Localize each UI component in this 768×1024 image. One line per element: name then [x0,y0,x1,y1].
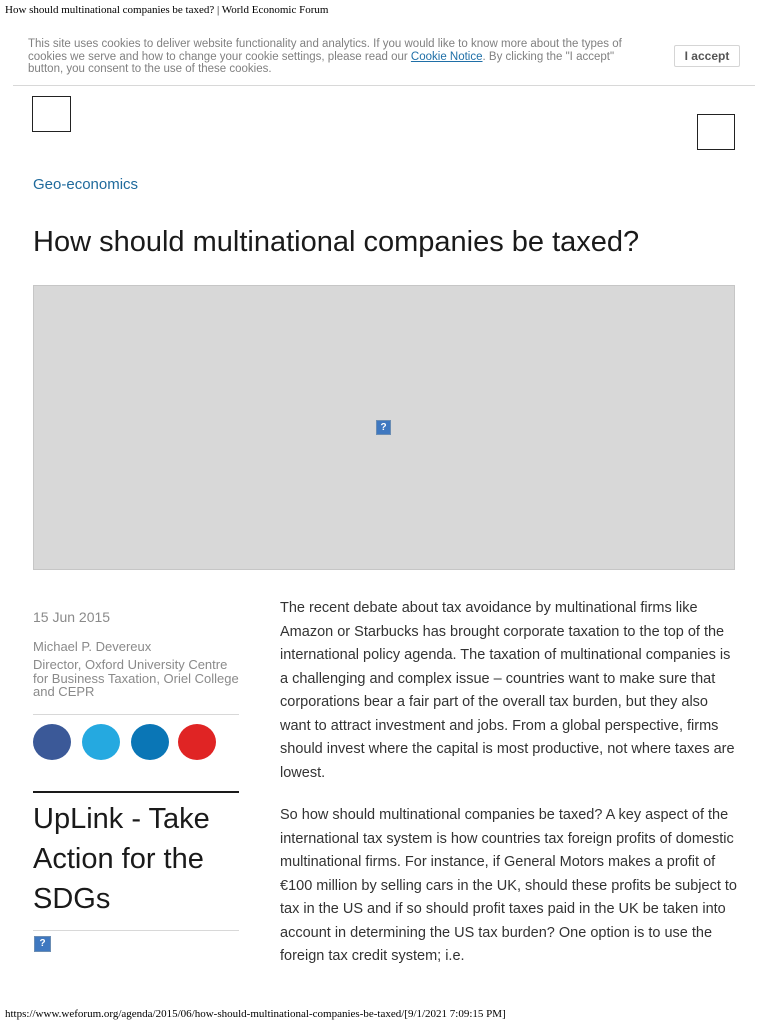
article-title: How should multinational companies be taxed? [33,226,640,258]
author-role: Director, Oxford University Centre for Business Taxation, Oriel College and CEPR [33,657,239,699]
share-twitter-icon[interactable] [82,724,120,760]
broken-image-icon: ? [376,420,391,435]
article-paragraph: So how should multinational companies be taxed? A key aspect of the international tax system is how countries tax foreign profits of domestic multinational firms. For instance, if General Motors makes a profit of €100 million by selling cars in the UK, should these profits be subject to tax in the US and if so should profit taxes paid in the UK be taken into account in determining the US tax burden? One option is to use the foreign tax credit system; i.e. [280,807,737,964]
category-link[interactable]: Geo-economics [33,176,139,193]
divider [33,930,239,931]
share-facebook-icon[interactable] [33,724,71,760]
cookie-text-before: This site uses cookies to deliver website functionality and analytics. If you would like to know more about the types of cookies we serve and how to change your cookie settings, please read our [28,38,622,63]
cookie-text-after: . By clicking the "I accept" button, you consent to the use of these cookies. [28,50,615,75]
promo-divider [33,791,239,793]
article-date: 15 Jun 2015 [33,609,111,625]
cookie-message [28,38,648,76]
hero-image [33,285,735,570]
logo-placeholder[interactable] [32,96,71,132]
print-footer-url: https://www.weforum.org/agenda/2015/06/how-should-multinational-companies-be-taxed/[9/1/2021 7:09:15 PM] [5,1008,506,1020]
cookie-notice-link[interactable]: Cookie Notice [410,50,483,63]
share-linkedin-icon[interactable] [131,724,169,760]
print-header: How should multinational companies be taxed? | World Economic Forum [5,4,329,16]
accept-cookies-button[interactable]: I accept [674,45,740,67]
cookie-banner [13,31,755,86]
broken-image-icon[interactable]: ? [34,936,51,952]
promo-title[interactable]: UpLink - Take Action for the SDGs [33,803,210,915]
divider [33,714,239,715]
author-name[interactable]: Michael P. Devereux [33,639,152,654]
menu-button-placeholder[interactable] [697,114,735,150]
share-email-icon[interactable] [178,724,216,760]
article-paragraph: The recent debate about tax avoidance by multinational firms like Amazon or Starbucks has brought corporate taxation to the top of the international policy agenda. The taxation of multinational companies is a challenging and complex issue – countries want to make sure that corporations bear a fair part of the overall tax burden, but they also want to attract investment and jobs. From a global perspective, firms should invest where the capital is most productive, not where taxes are lowest. [280,600,735,781]
